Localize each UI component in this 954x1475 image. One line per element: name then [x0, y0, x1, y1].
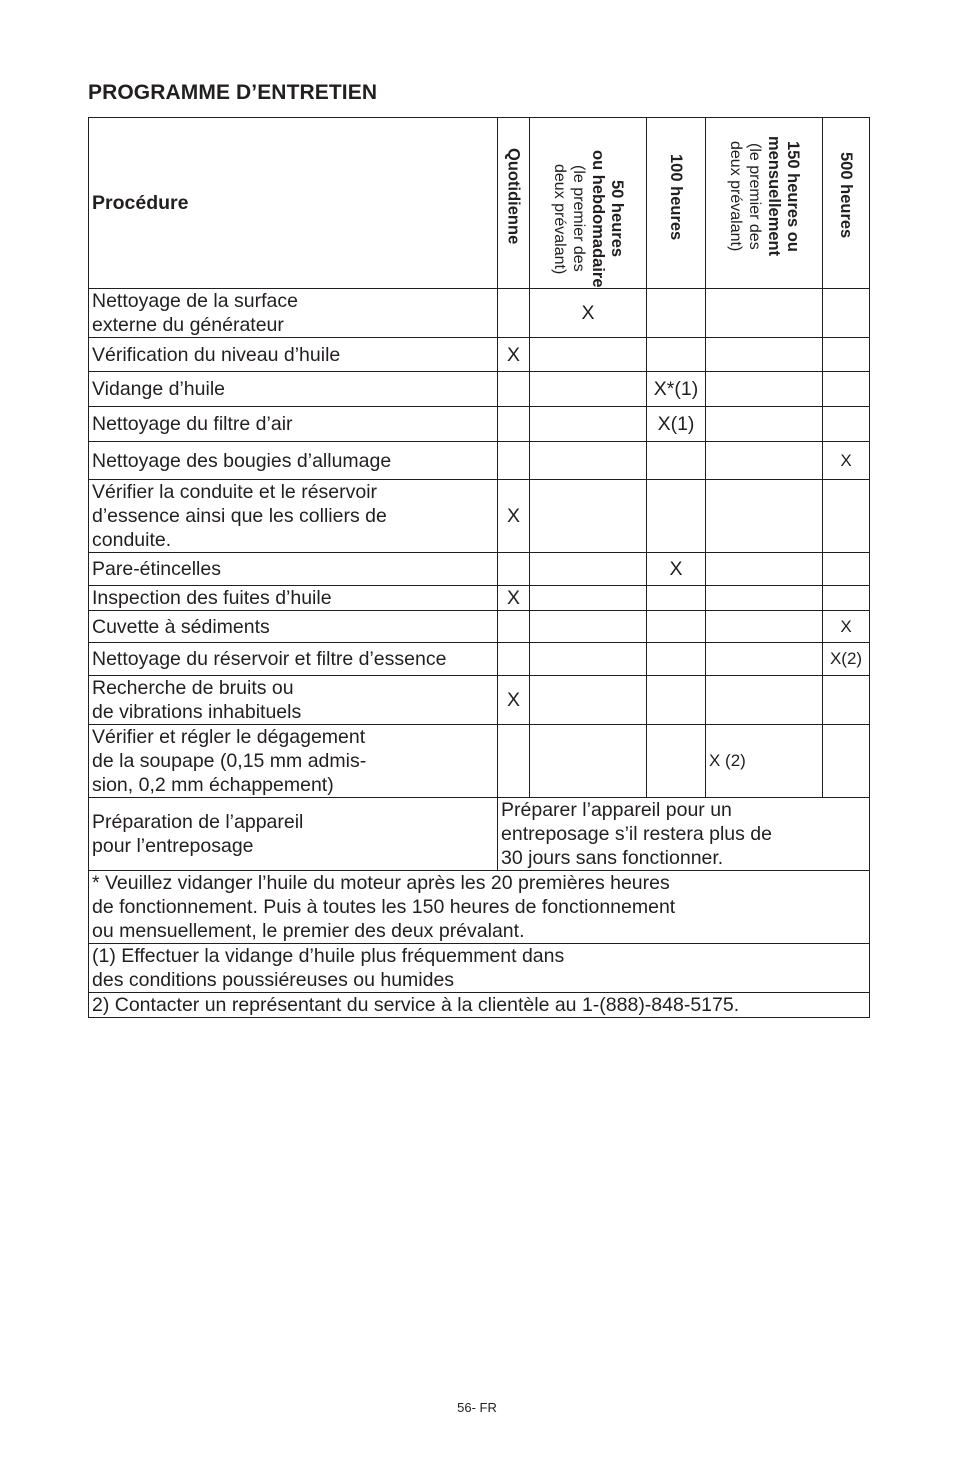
- h50-cell: [530, 586, 647, 611]
- table-row: [89, 586, 870, 611]
- h150-cell: [706, 407, 823, 442]
- h50-cell: [530, 442, 647, 480]
- header-100-hours: [647, 118, 706, 289]
- h500-cell: [823, 586, 870, 611]
- h500-cell: X(2): [823, 643, 870, 676]
- procedure-cell: Nettoyage des bougies d’allumage: [89, 442, 498, 480]
- h500-cell: X: [823, 611, 870, 643]
- daily-cell: [498, 643, 530, 676]
- h50-cell: [530, 725, 647, 798]
- h100-cell: [647, 676, 706, 725]
- daily-cell: [498, 372, 530, 407]
- procedure-cell: Recherche de bruits ou de vibrations inhabituels: [89, 676, 498, 725]
- table-row: [89, 372, 870, 407]
- daily-cell: [498, 289, 530, 338]
- h50-cell: X: [530, 289, 647, 338]
- storage-row: [89, 798, 870, 871]
- page-number: 56- FR: [457, 1400, 497, 1415]
- header-50-hours: [530, 118, 647, 289]
- procedure-cell: Cuvette à sédiments: [89, 611, 498, 643]
- h150-cell: [706, 442, 823, 480]
- header-50-line4: deux prévalant): [551, 163, 568, 274]
- h100-cell: [647, 289, 706, 338]
- storage-instruction-cell: Préparer l’appareil pour un entreposage s’il restera plus de 30 jours sans fonctionner.: [498, 798, 870, 871]
- h50-cell: [530, 480, 647, 553]
- h500-cell: [823, 289, 870, 338]
- daily-cell: [498, 553, 530, 586]
- h500-cell: [823, 372, 870, 407]
- table-row: [89, 676, 870, 725]
- h50-cell: [530, 372, 647, 407]
- daily-cell: [498, 442, 530, 480]
- header-50-line3: (le premier des: [570, 165, 587, 273]
- h500-cell: [823, 407, 870, 442]
- h500-cell: X: [823, 442, 870, 480]
- h500-cell: [823, 338, 870, 372]
- h150-cell: [706, 586, 823, 611]
- table-row: [89, 611, 870, 643]
- h500-cell: [823, 480, 870, 553]
- h100-cell: X: [647, 553, 706, 586]
- page-title: PROGRAMME D’ENTRETIEN: [88, 81, 378, 104]
- header-procedure: Procédure: [89, 118, 498, 289]
- table-row: [89, 442, 870, 480]
- h50-cell: [530, 407, 647, 442]
- h100-cell: X(1): [647, 407, 706, 442]
- header-daily: [498, 118, 530, 289]
- procedure-cell: Nettoyage du réservoir et filtre d’essence: [89, 643, 498, 676]
- storage-procedure-cell: Préparation de l’appareil pour l’entreposage: [89, 798, 498, 871]
- maintenance-schedule-table: [88, 117, 870, 1018]
- procedure-cell: Inspection des fuites d’huile: [89, 586, 498, 611]
- table-row: [89, 338, 870, 372]
- h100-cell: [647, 338, 706, 372]
- procedure-cell: Vérifier la conduite et le réservoir d’essence ainsi que les colliers de conduite.: [89, 480, 498, 553]
- header-50-line2: ou hebdomadaire: [589, 150, 607, 288]
- procedure-cell: Nettoyage du filtre d’air: [89, 407, 498, 442]
- procedure-cell: Nettoyage de la surface externe du générateur: [89, 289, 498, 338]
- h150-cell: [706, 289, 823, 338]
- table-row: [89, 643, 870, 676]
- h100-cell: [647, 586, 706, 611]
- h150-cell: [706, 553, 823, 586]
- h50-cell: [530, 338, 647, 372]
- header-150-line2: mensuellement: [765, 136, 783, 257]
- header-500-label: 500 heures: [837, 152, 855, 239]
- daily-cell: X: [498, 586, 530, 611]
- h50-cell: [530, 643, 647, 676]
- table-header-row: [89, 118, 870, 289]
- table-row: [89, 407, 870, 442]
- h50-cell: [530, 553, 647, 586]
- h100-cell: [647, 643, 706, 676]
- procedure-cell: Vérifier et régler le dégagement de la soupape (0,15 mm admis- sion, 0,2 mm échappement): [89, 725, 498, 798]
- note-row: [89, 871, 870, 944]
- header-150-hours: [706, 118, 823, 289]
- note-two: 2) Contacter un représentant du service à la clientèle au 1-(888)-848-5175.: [89, 993, 870, 1018]
- daily-cell: [498, 407, 530, 442]
- daily-cell: X: [498, 676, 530, 725]
- table-row: [89, 480, 870, 553]
- h100-cell: [647, 480, 706, 553]
- table-row: [89, 725, 870, 798]
- h500-cell: [823, 676, 870, 725]
- h150-cell: [706, 480, 823, 553]
- h150-cell: [706, 676, 823, 725]
- h100-cell: X*(1): [647, 372, 706, 407]
- h150-cell: [706, 611, 823, 643]
- h50-cell: [530, 676, 647, 725]
- h150-cell: [706, 338, 823, 372]
- h150-cell: [706, 643, 823, 676]
- h100-cell: [647, 725, 706, 798]
- procedure-cell: Vérification du niveau d’huile: [89, 338, 498, 372]
- daily-cell: [498, 611, 530, 643]
- daily-cell: [498, 725, 530, 798]
- note-star: * Veuillez vidanger l’huile du moteur après les 20 premières heures de fonctionnement. Puis à toutes les 150 heures de fonctionnement ou mensuellement, le premier des deux prévalant.: [89, 871, 870, 944]
- procedure-cell: Pare-étincelles: [89, 553, 498, 586]
- table-row: [89, 553, 870, 586]
- h500-cell: [823, 725, 870, 798]
- h50-cell: [530, 611, 647, 643]
- header-100-label: 100 heures: [667, 154, 685, 241]
- note-one: (1) Effectuer la vidange d’huile plus fréquemment dans des conditions poussiéreuses ou humides: [89, 944, 870, 993]
- header-500-hours: [823, 118, 870, 289]
- procedure-cell: Vidange d’huile: [89, 372, 498, 407]
- daily-cell: X: [498, 480, 530, 553]
- note-row: [89, 993, 870, 1018]
- header-150-line3: (le premier des: [746, 142, 763, 250]
- daily-cell: X: [498, 338, 530, 372]
- h150-cell: X (2): [706, 725, 823, 798]
- note-row: [89, 944, 870, 993]
- h100-cell: [647, 442, 706, 480]
- header-daily-label: Quotidienne: [504, 148, 523, 245]
- table-row: [89, 289, 870, 338]
- header-50-line1: 50 heures: [608, 180, 626, 258]
- h100-cell: [647, 611, 706, 643]
- header-150-line1: 150 heures ou: [784, 140, 802, 252]
- h500-cell: [823, 553, 870, 586]
- h150-cell: [706, 372, 823, 407]
- header-150-line4: deux prévalant): [727, 140, 744, 252]
